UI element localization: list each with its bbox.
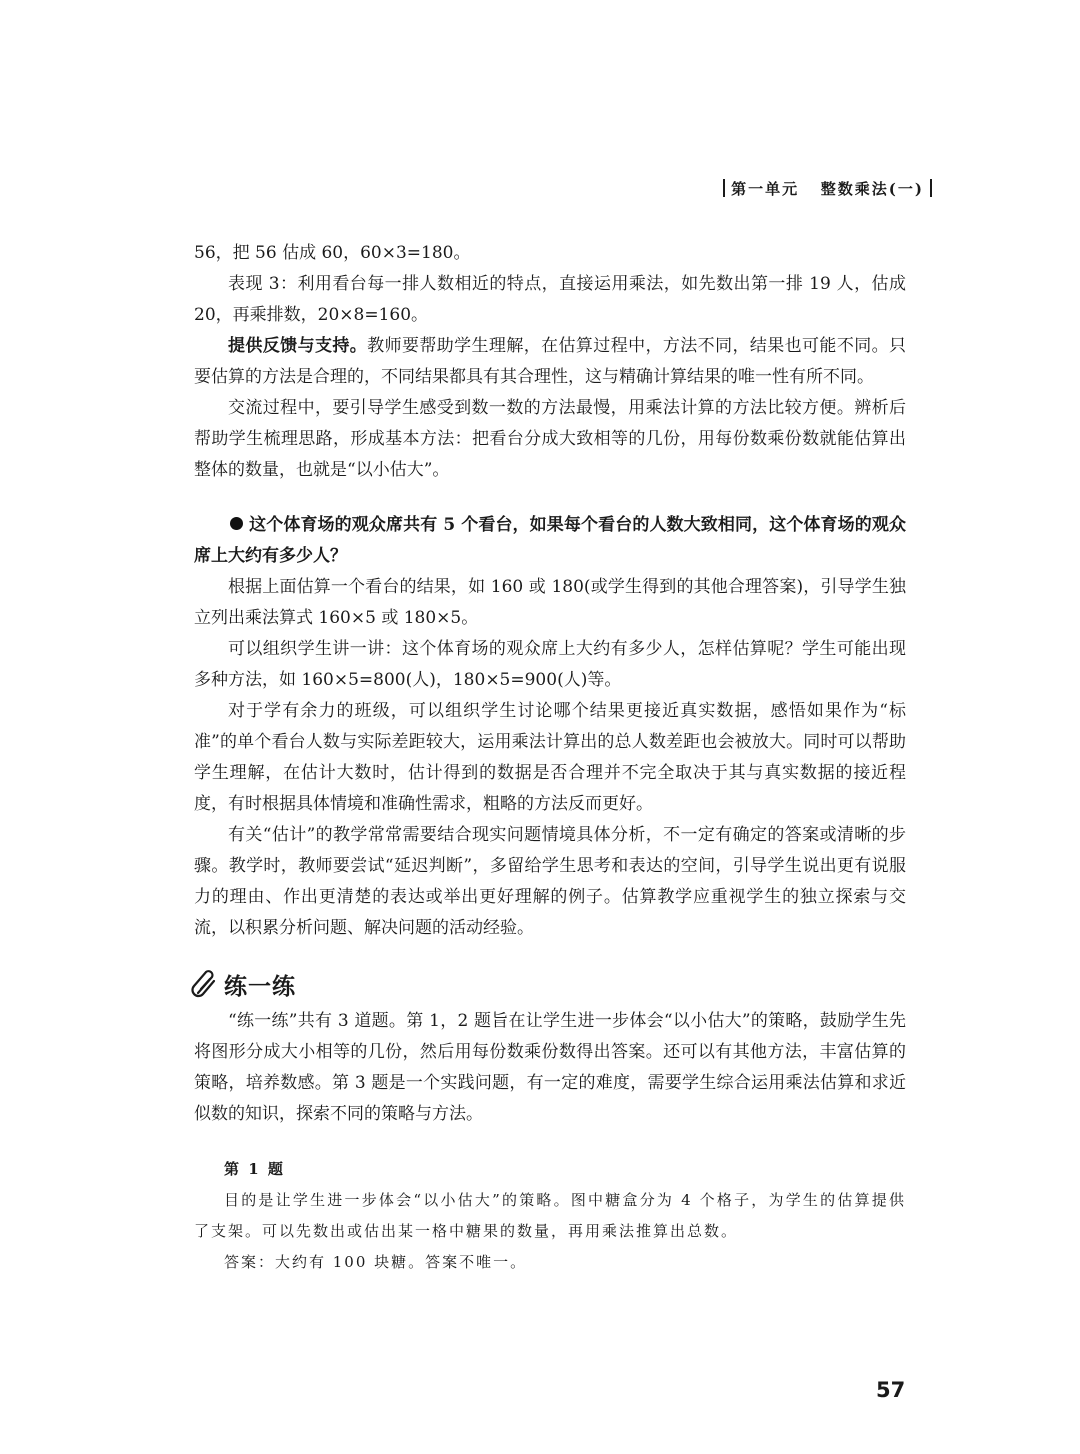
problem-1-heading: 第 1 题: [224, 1160, 285, 1178]
paragraph-estimation-teaching: 有关“估计”的教学常常需要结合现实问题情境具体分析，不一定有确定的答案或清晰的步骤。教学时，教师要尝试“延迟判断”，多留给学生思考和表达的空间，引导学生说出更有说服力的理由、作出更清楚的表达或举出更好理解的例子。估算教学应重视学生的独立探索与交流，以积累分析问题、解决问题的活动经验。: [194, 825, 906, 938]
problem-1-block: [194, 1154, 906, 1278]
problem-1-answer: 答案：大约有 100 块糖。答案不唯一。: [224, 1253, 528, 1271]
header-topic: 整数乘法(一): [820, 180, 924, 198]
page-number: 57: [876, 1378, 906, 1402]
paragraph-estimate-stand: 根据上面估算一个看台的结果，如 160 或 180(或学生得到的其他合理答案)，引导学生独立列出乘法算式 160×5 或 180×5。: [194, 577, 906, 628]
question-text: 这个体育场的观众席共有 5 个看台，如果每个看台的人数大致相同，这个体育场的观众席上大约有多少人？: [194, 515, 906, 566]
practice-intro: “练一练”共有 3 道题。第 1，2 题旨在让学生进一步体会“以小估大”的策略，鼓励学生先将图形分成大小相等的几份，然后用每份数乘份数得出答案。还可以有其他方法，丰富估算的策略，培养数感。第 3 题是一个实践问题，有一定的难度，需要学生综合运用乘法估算和求近似数的知识，探索不同的策略与方法。: [194, 1011, 906, 1124]
question-paragraph: [194, 510, 906, 572]
paragraph-method-3: 表现 3：利用看台每一排人数相近的特点，直接运用乘法，如先数出第一排 19 人，估成 20，再乘排数，20×8=160。: [194, 274, 906, 325]
body-content: [194, 238, 906, 1278]
practice-section-title: [190, 962, 906, 1006]
paragraph-continued: 56，把 56 估成 60，60×3=180。: [194, 243, 471, 263]
feedback-lead: 提供反馈与支持。: [228, 336, 368, 356]
header-divider-right: [930, 179, 932, 197]
feedback-text: 教师要帮助学生理解，在估算过程中，方法不同，结果也可能不同。只要估算的方法是合理的，不同结果都具有其合理性，这与精确计算结果的唯一性有所不同。: [194, 336, 907, 387]
running-header: [717, 178, 938, 199]
header-divider-left: [723, 179, 725, 197]
paragraph-exchange: 交流过程中，要引导学生感受到数一数的方法最慢，用乘法计算的方法比较方便。辨析后帮助学生梳理思路，形成基本方法：把看台分成大致相等的几份，用每份数乘份数就能估算出整体的数量，也就是“以小估大”。: [194, 398, 906, 480]
paragraph-advanced: 对于学有余力的班级，可以组织学生讨论哪个结果更接近真实数据，感悟如果作为“标准”的单个看台人数与实际差距较大，运用乘法计算出的总人数差距也会被放大。同时可以帮助学生理解，在估计大数时，估计得到的数据是否合理并不完全取决于其与真实数据的接近程度，有时根据具体情境和准确性需求，粗略的方法反而更好。: [194, 701, 906, 814]
header-unit: 第一单元: [731, 180, 800, 198]
paperclip-icon: [190, 969, 220, 999]
paragraph-feedback: [194, 331, 906, 393]
problem-1-text: 目的是让学生进一步体会“以小估大”的策略。图中糖盒分为 4 个格子，为学生的估算提供了支架。可以先数出或估出某一格中糖果的数量，再用乘法推算出总数。: [194, 1191, 906, 1240]
paragraph-discussion: 可以组织学生讲一讲：这个体育场的观众席上大约有多少人，怎样估算呢？学生可能出现多种方法，如 160×5=800(人)，180×5=900(人)等。: [194, 639, 906, 690]
bullet-icon: [230, 517, 243, 530]
practice-title: 练一练: [224, 973, 296, 1000]
